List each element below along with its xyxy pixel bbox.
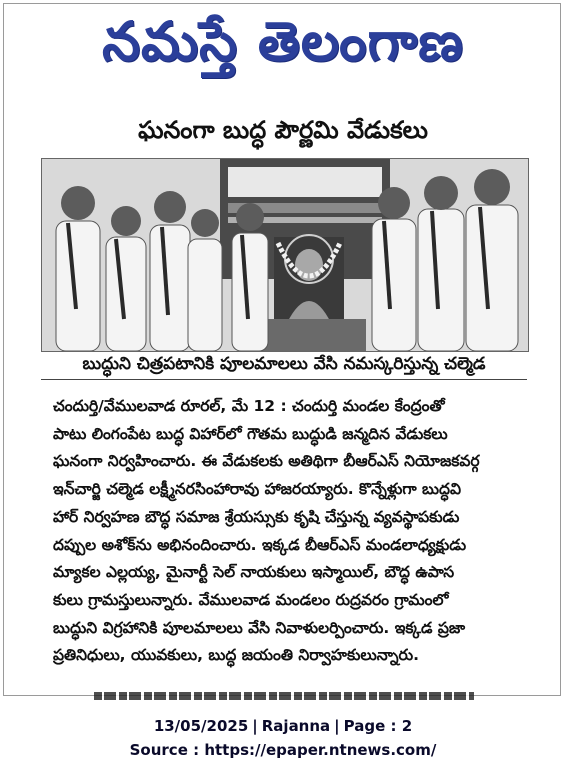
clipping-footer [0,714,566,762]
footer-meta [0,714,566,738]
masthead [4,10,562,86]
newspaper-clipping [3,3,561,696]
article-body-line: ప్రతినిధులు, యువకులు, బుద్ధ జయంతి నిర్వాహకులున్నారు. [53,646,419,665]
article-body-line: చందుర్తి/వేములవాడ రూరల్, మే 12 : చందుర్తి మండల కేంద్రంతో [53,397,445,415]
article-body-line: పాటు లింగంపేట బుద్ధ విహార్‌లో గౌతమ బుద్ధుడి జన్మదిన వేడుకలు [53,424,448,443]
article-body-line: హార్ నిర్వహణ బౌద్ధ సమాజ శ్రేయస్సుకు కృషి చేస్తున్న వ్యవస్థాపకుడు [53,507,460,526]
article-body-line: బుద్ధుని విగ్రహానికి పూలమాలలు వేసి నివాళులర్పించారు. ఇక్కడ ప్రజా [53,618,466,637]
cutoff-next-headline [94,690,474,700]
photo-caption: బుద్ధుని చిత్రపటానికి పూలమాలలు వేసి నమస్కరిస్తున్న చల్మెడ [41,353,527,380]
cutoff-text-fragment [94,692,474,700]
article-body [53,393,537,670]
footer-source: Source : https://epaper.ntnews.com/ [129,741,437,759]
footer-date: 13/05/2025 [153,717,249,735]
footer-separator: | [334,717,340,735]
footer-separator: | [252,717,258,735]
article-body-line: దప్పుల అశోక్‌ను అభినందించారు. ఇక్కడ బీఆర్‌ఎస్ మండలాధ్యక్షుడు [53,535,467,554]
article-photo [41,158,529,352]
article-body-line: ఇన్‌చార్జి చల్మెడ లక్ష్మీనరసింహారావు హాజరయ్యారు. కొన్నేళ్లుగా బుద్ధవి [53,480,461,499]
footer-page: Page : 2 [343,717,413,735]
article-headline: ఘనంగా బుద్ధ పౌర్ణమి వేడుకలు [138,116,428,144]
masthead-title: నమస్తే తెలంగాణ [102,9,464,73]
footer-edition: Rajanna [261,717,331,735]
article-body-line: కులు గ్రామస్తులున్నారు. వేములవాడ మండలం రుద్రవరం గ్రామంలో [53,590,449,609]
article-body-line: ఘనంగా నిర్వహించారు. ఈ వేడుకలకు అతిథిగా బీఆర్‌ఎస్ నియోజకవర్గ [53,452,480,471]
article-body-line: మ్యాకల ఎల్లయ్య, మైనార్టీ సెల్ నాయకులు ఇస్మాయిల్, బౌద్ధ ఉపాస [53,563,455,582]
event-photo-illustration [42,159,528,351]
